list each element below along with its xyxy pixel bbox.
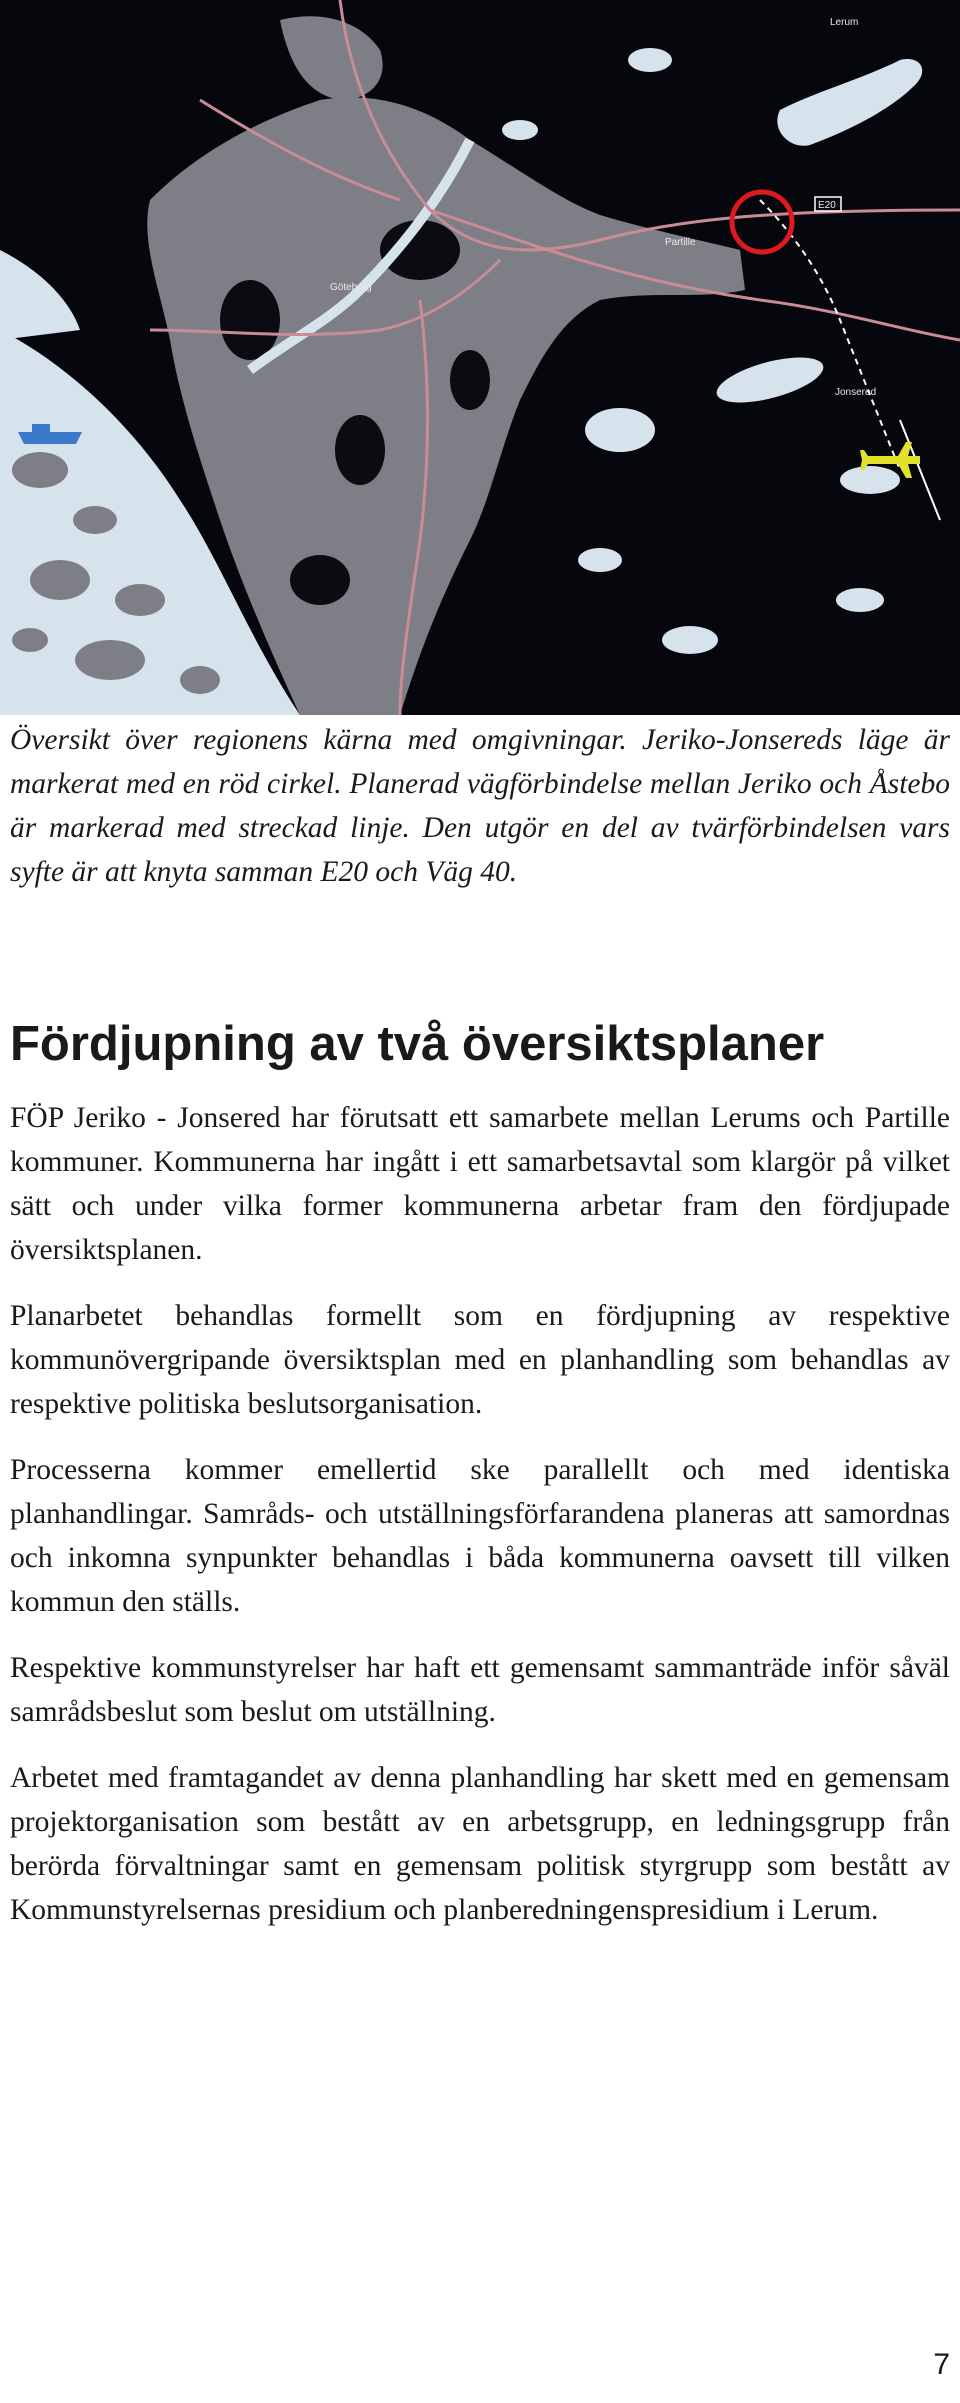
regional-map <box>0 0 960 715</box>
caption-text: Översikt över regionens kärna med omgivningar. Jeriko-Jonsereds läge är markerat med en röd cirkel. Planerad vägförbindelse mellan Jeriko och Åstebo är markerad med streckad linje. Den utgör en del av tvärförbindelsen vars syfte är att knyta samman E20 och Väg 40. <box>10 724 950 888</box>
paragraph: Processerna kommer emellertid ske parallellt och med identiska planhandlingar. Samråds- och utställningsförfarandena planeras att samordnas och inkomna synpunkter behandlas i båda kommunerna oavsett till vilken kommun den ställs. <box>10 1454 950 1618</box>
map-label-e20: E20 <box>818 200 836 211</box>
paragraph: Arbetet med framtagandet av denna planhandling har skett med en gemensam projektorganisation som bestått av en arbetsgrupp, en ledningsgrupp från berörda förvaltningar samt en gemensam politisk styrgrupp som bestått av Kommunstyrelsernas presidium och planberedningenspresidium i Lerum. <box>10 1762 950 1926</box>
body-text <box>10 1096 950 1954</box>
paragraph: Planarbetet behandlas formellt som en fördjupning av respektive kommunövergripande översiktsplan med en planhandling som behandlas av respektive politiska beslutsorganisation. <box>10 1300 950 1420</box>
paragraph: Respektive kommunstyrelser har haft ett gemensamt sammanträde inför såväl samrådsbeslut som beslut om utställning. <box>10 1652 950 1728</box>
paragraph: FÖP Jeriko - Jonsered har förutsatt ett samarbete mellan Lerums och Partille kommuner. Kommunerna har ingått i ett samarbetsavtal som klargör på vilket sätt och under vilka former kommunerna arbetar fram den fördjupade översiktsplanen. <box>10 1102 950 1266</box>
page-number: 7 <box>933 2348 950 2381</box>
map-label-lerum: Lerum <box>830 17 859 28</box>
sea-area-2 <box>0 250 80 340</box>
planned-road <box>760 200 900 470</box>
map-label-gothenburg: Göteborg <box>330 282 372 293</box>
map-label-partille: Partille <box>665 237 696 248</box>
section-heading: Fördjupning av två översiktsplaner <box>10 1017 825 1071</box>
map-label-jonsered: Jonsered <box>835 387 877 398</box>
map-caption <box>10 718 950 894</box>
lakes <box>502 48 922 654</box>
urban-area-north <box>280 16 383 100</box>
